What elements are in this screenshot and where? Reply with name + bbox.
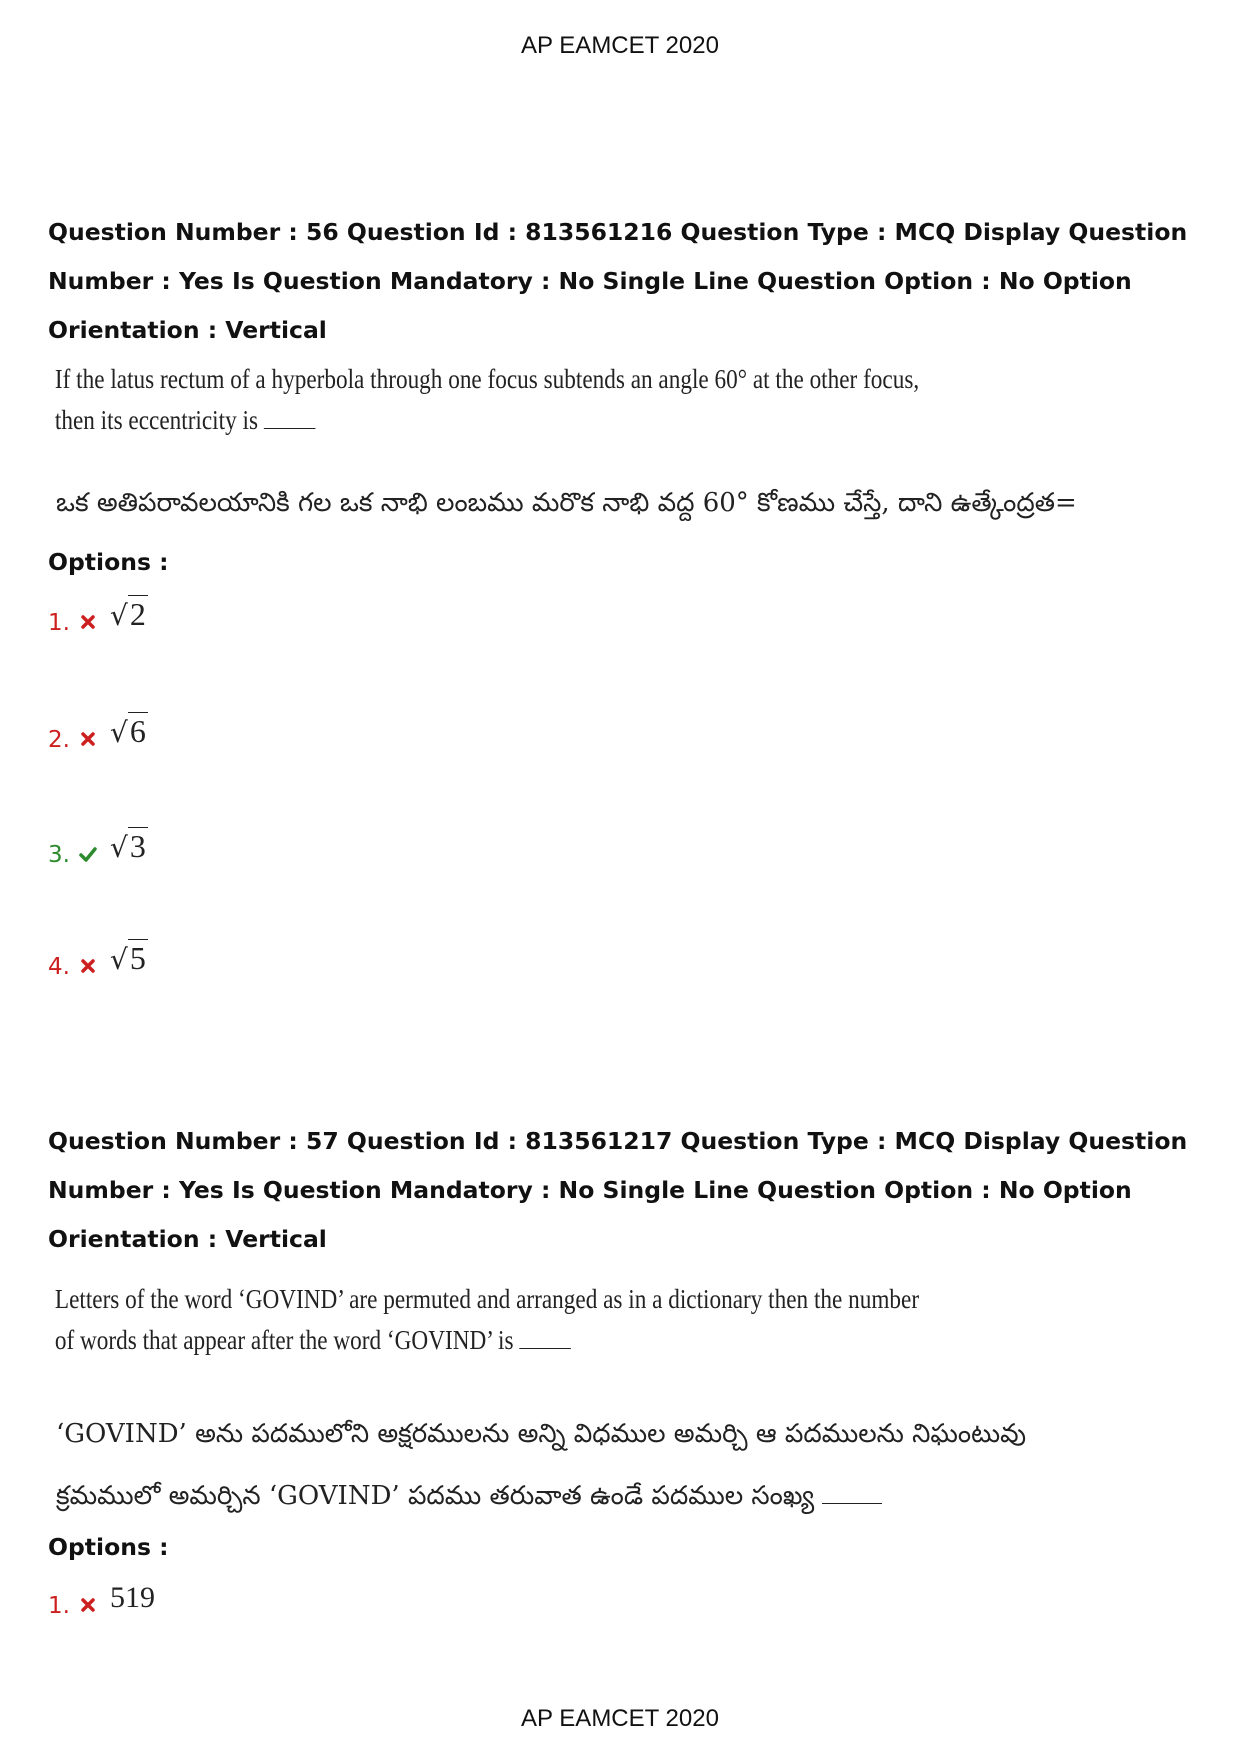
question-text-en-56: [48, 359, 1208, 441]
question-text-line: ‘GOVIND’ అను పదములోని అక్షరములను అన్ని విధముల అమర్చి ఆ పదములను నిఘంటువు: [56, 1419, 1027, 1449]
answer-blank: [264, 427, 316, 429]
page-footer: AP EAMCET 2020: [521, 1705, 719, 1732]
cross-icon: [78, 956, 98, 976]
option-number: 3.: [48, 842, 70, 868]
radicand: 6: [129, 713, 146, 749]
question-meta-line: Number : Yes Is Question Mandatory : No Single Line Question Option : No Option: [48, 1176, 1132, 1204]
options-heading-57: [48, 1533, 1208, 1561]
question-meta-line: Question Number : 57 Question Id : 813561217 Question Type : MCQ Display Question: [48, 1127, 1188, 1155]
question-meta-line: Question Number : 56 Question Id : 813561216 Question Type : MCQ Display Question: [48, 218, 1188, 246]
options-heading: Options :: [48, 548, 169, 576]
option-value: [110, 828, 148, 865]
question-text-en-57: [48, 1279, 1208, 1361]
question-text-line: [48, 1465, 1208, 1527]
radical-sign: √: [110, 943, 128, 976]
radicand: 3: [129, 828, 146, 864]
cross-icon: [78, 729, 98, 749]
radical-sign: √: [110, 831, 128, 864]
options-heading: Options :: [48, 1533, 169, 1561]
check-icon: [78, 844, 98, 864]
option-value: [110, 596, 148, 633]
question-meta-line: Number : Yes Is Question Mandatory : No Single Line Question Option : No Option: [48, 267, 1132, 295]
question-meta-line: Orientation : Vertical: [48, 1225, 327, 1253]
option-value: 519: [110, 1581, 155, 1614]
question-text-te-56: [48, 488, 1208, 524]
question-meta-line: Orientation : Vertical: [48, 316, 327, 344]
question-text-line: ఒక అతిపరావలయానికి గల ఒక నాభి లంబము మరొక నాభి వద్ద 60° కోణము చేస్తే, దాని ఉత్కేంద్రత=: [56, 488, 1077, 518]
radicand: 5: [129, 940, 146, 976]
question-text-line: If the latus rectum of a hyperbola through one focus subtends an angle 60° at the other focus,: [54, 364, 920, 394]
page-header: AP EAMCET 2020: [521, 32, 719, 59]
option-number: 1.: [48, 1593, 70, 1619]
question-text-line: [48, 1320, 1001, 1361]
radical-sign: √: [110, 599, 128, 632]
question-text-line: Letters of the word ‘GOVIND’ are permuted and arranged as in a dictionary then the number: [54, 1284, 920, 1314]
cross-icon: [78, 1595, 98, 1615]
question-block-57: [48, 1117, 1208, 1264]
option-number: 1.: [48, 610, 70, 636]
option-number: 4.: [48, 954, 70, 980]
option-number: 2.: [48, 727, 70, 753]
radicand: 2: [129, 596, 146, 632]
cross-icon: [78, 612, 98, 632]
radical-sign: √: [110, 716, 128, 749]
question-text-fragment: then its eccentricity is: [54, 405, 258, 435]
question-block-56: [48, 208, 1208, 355]
question-text-te-57: [48, 1403, 1208, 1527]
answer-blank: [822, 1502, 882, 1504]
question-text-fragment: క్రమములో అమర్చిన ‘GOVIND’ పదము తరువాత ఉండే పదముల సంఖ్య: [56, 1481, 815, 1511]
options-list-56: [48, 596, 1208, 1016]
option-value: [110, 713, 148, 750]
options-heading-56: [48, 548, 1208, 576]
question-text-fragment: of words that appear after the word ‘GOVIND’ is: [54, 1325, 514, 1355]
question-text-line: [48, 400, 1001, 441]
option-value: [110, 940, 148, 977]
options-list-57: [48, 1579, 1208, 1639]
answer-blank: [519, 1347, 571, 1349]
